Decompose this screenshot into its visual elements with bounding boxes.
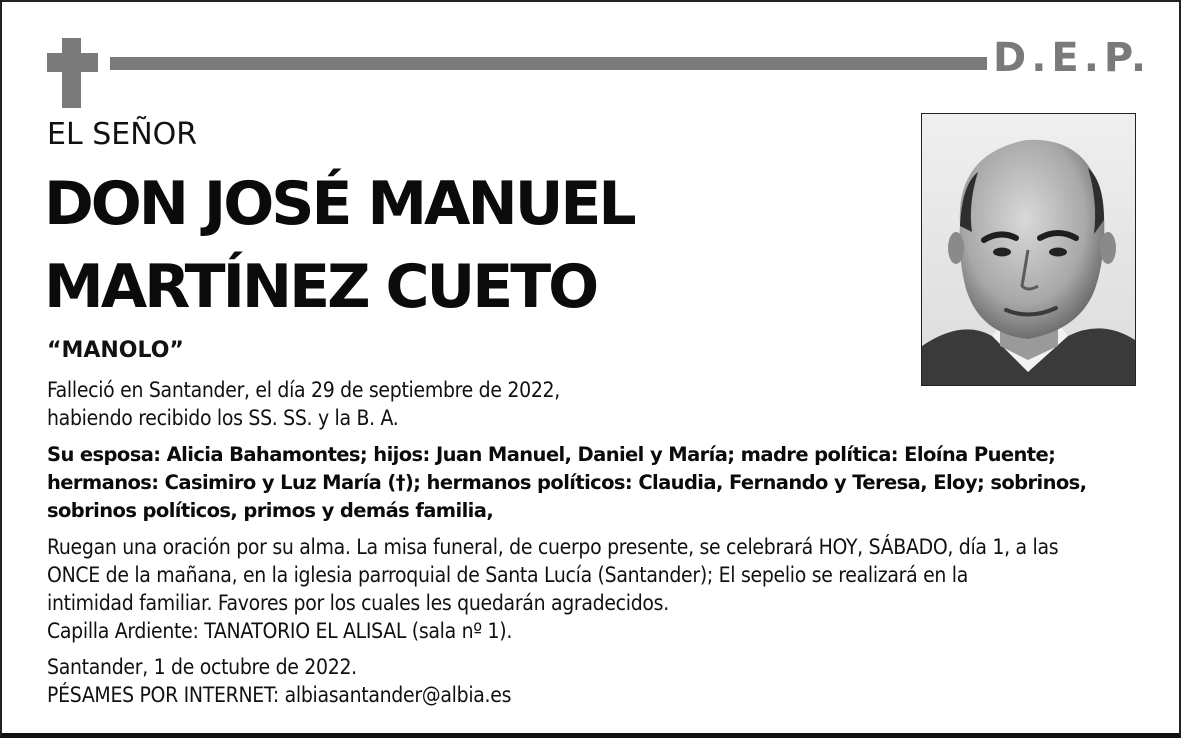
cross-icon-vertical	[62, 38, 81, 108]
deceased-name-line1: DON JOSÉ MANUEL	[44, 169, 634, 239]
service-line4: Capilla Ardiente: TANATORIO EL ALISAL (sala nº 1).	[47, 619, 513, 643]
death-notice-line1: Falleció en Santander, el día 29 de septiembre de 2022,	[47, 378, 560, 402]
condolences-line: PÉSAMES POR INTERNET: albiasantander@albia.es	[47, 683, 512, 707]
nickname: “MANOLO”	[47, 338, 184, 363]
family-line1: Su esposa: Alicia Bahamontes; hijos: Juan Manuel, Daniel y María; madre política: Eloína Puente;	[47, 443, 1056, 466]
family-line2: hermanos: Casimiro y Luz María (†); hermanos políticos: Claudia, Fernando y Teresa, Eloy; sobrinos,	[47, 471, 1087, 494]
service-line2: ONCE de la mañana, en la iglesia parroquial de Santa Lucía (Santander); El sepelio se realizará en la	[47, 563, 969, 587]
service-line3: intimidad familiar. Favores por los cuales les quedarán agradecidos.	[47, 591, 669, 615]
service-line1: Ruegan una oración por su alma. La misa funeral, de cuerpo presente, se celebrará HOY, SÁBADO, día 1, a las	[47, 535, 1059, 559]
place-date: Santander, 1 de octubre de 2022.	[47, 655, 357, 679]
portrait-illustration	[922, 114, 1135, 385]
cross-icon-horizontal	[47, 53, 98, 72]
portrait-photo	[921, 113, 1136, 386]
family-line3: sobrinos políticos, primos y demás familia,	[47, 499, 494, 522]
title-prefix: EL SEÑOR	[47, 117, 198, 152]
header-rule	[110, 57, 987, 70]
dep-label: D.E.P.	[993, 35, 1152, 81]
death-notice-line2: habiendo recibido los SS. SS. y la B. A.	[47, 406, 399, 430]
deceased-name-line2: MARTÍNEZ CUETO	[44, 252, 597, 322]
